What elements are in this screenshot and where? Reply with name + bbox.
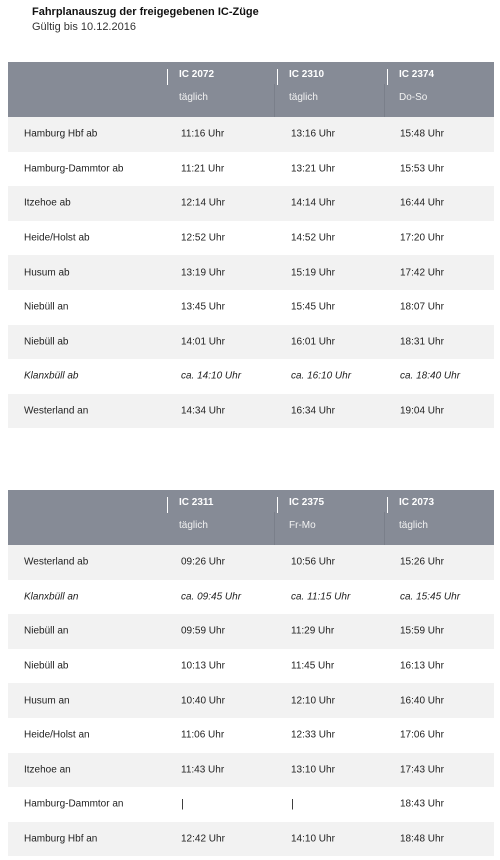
train-days: täglich (179, 92, 208, 103)
time-cell: 18:48 Uhr (400, 833, 444, 845)
train-number: IC 2374 (399, 69, 435, 80)
time-cell: 11:29 Uhr (291, 625, 335, 637)
time-cell: 16:40 Uhr (400, 695, 444, 707)
station-cell: Klanxbüll an (24, 591, 79, 603)
table-row (8, 152, 494, 187)
table-row (8, 822, 494, 857)
time-cell: 15:48 Uhr (400, 128, 444, 140)
time-cell: 11:16 Uhr (181, 128, 225, 140)
train-column-1 (165, 494, 275, 545)
time-cell: 13:21 Uhr (291, 163, 335, 175)
train-column-3 (385, 494, 494, 545)
time-cell: 10:40 Uhr (181, 695, 225, 707)
table-row (8, 221, 494, 256)
time-cell: 14:01 Uhr (181, 336, 225, 348)
time-cell: ca. 09:45 Uhr (181, 591, 242, 603)
time-cell: 12:14 Uhr (181, 197, 225, 209)
time-cell: 18:43 Uhr (400, 798, 444, 810)
train-days: Fr-Mo (289, 520, 316, 531)
station-cell: Westerland an (24, 405, 89, 417)
train-number: IC 2375 (289, 497, 325, 508)
time-cell: 16:34 Uhr (291, 405, 335, 417)
time-cell: 10:13 Uhr (181, 660, 225, 672)
time-cell: 14:14 Uhr (291, 197, 335, 209)
station-cell: Hamburg Hbf ab (24, 128, 98, 140)
train-column-2 (275, 494, 385, 545)
station-cell: Niebüll ab (24, 660, 69, 672)
train-column-2 (275, 66, 385, 117)
train-number: IC 2073 (399, 497, 435, 508)
time-cell: ca. 16:10 Uhr (291, 370, 352, 382)
timetable-northbound (8, 490, 494, 856)
station-cell: Heide/Holst an (24, 729, 90, 741)
train-number: IC 2310 (289, 69, 325, 80)
time-cell: 19:04 Uhr (400, 405, 444, 417)
table-row (8, 787, 494, 822)
station-cell: Klanxbüll ab (24, 370, 79, 382)
time-cell: 11:45 Uhr (291, 660, 335, 672)
station-cell: Niebüll ab (24, 336, 69, 348)
time-cell: 18:07 Uhr (400, 301, 444, 313)
time-cell: 09:26 Uhr (181, 556, 225, 568)
time-cell: 16:44 Uhr (400, 197, 444, 209)
time-cell: 15:53 Uhr (400, 163, 444, 175)
time-cell: 14:10 Uhr (291, 833, 335, 845)
table-header (8, 62, 494, 117)
time-cell: 13:16 Uhr (291, 128, 335, 140)
table-row (8, 359, 494, 394)
train-number: IC 2072 (179, 69, 215, 80)
time-cell: ca. 11:15 Uhr (291, 591, 351, 603)
table-body (8, 117, 494, 428)
time-cell: 17:06 Uhr (400, 729, 444, 741)
time-cell: 16:13 Uhr (400, 660, 444, 672)
time-cell: 12:33 Uhr (291, 729, 335, 741)
page-header (32, 5, 259, 34)
table-body (8, 545, 494, 856)
table-row (8, 325, 494, 360)
train-days: täglich (399, 520, 428, 531)
table-row (8, 753, 494, 788)
time-cell: 09:59 Uhr (181, 625, 225, 637)
station-cell: Husum an (24, 695, 70, 707)
timetable-southbound (8, 62, 494, 428)
table-row (8, 117, 494, 152)
train-days: täglich (179, 520, 208, 531)
time-cell: 12:10 Uhr (291, 695, 335, 707)
station-cell: Hamburg Hbf an (24, 833, 98, 845)
page-title: Fahrplanauszug der freigegebenen IC-Züge (32, 6, 259, 18)
time-cell: 16:01 Uhr (291, 336, 335, 348)
validity-note: Gültig bis 10.12.2016 (32, 21, 136, 33)
time-cell: 12:42 Uhr (181, 833, 225, 845)
station-cell: Heide/Holst ab (24, 232, 90, 244)
time-cell: 17:43 Uhr (400, 764, 444, 776)
table-row (8, 580, 494, 615)
table-header (8, 490, 494, 545)
train-column-1 (165, 66, 275, 117)
time-cell: 14:52 Uhr (291, 232, 335, 244)
station-cell: Westerland ab (24, 556, 89, 568)
train-days: täglich (289, 92, 318, 103)
time-cell: 12:52 Uhr (181, 232, 225, 244)
time-cell: 17:42 Uhr (400, 267, 444, 279)
train-days: Do-So (399, 92, 428, 103)
time-cell: 11:06 Uhr (181, 729, 225, 741)
station-cell: Husum ab (24, 267, 70, 279)
table-row (8, 649, 494, 684)
table-row (8, 614, 494, 649)
time-cell: ca. 14:10 Uhr (181, 370, 242, 382)
time-cell: 11:21 Uhr (181, 163, 225, 175)
time-cell: 15:26 Uhr (400, 556, 444, 568)
time-cell: 14:34 Uhr (181, 405, 225, 417)
table-row (8, 718, 494, 753)
time-cell: 17:20 Uhr (400, 232, 444, 244)
time-cell: | (291, 798, 294, 811)
time-cell: | (181, 798, 184, 811)
station-cell: Itzehoe an (24, 764, 71, 776)
table-row (8, 545, 494, 580)
table-row (8, 255, 494, 290)
train-number: IC 2311 (179, 497, 214, 508)
time-cell: 13:10 Uhr (291, 764, 335, 776)
time-cell: ca. 18:40 Uhr (400, 370, 461, 382)
time-cell: ca. 15:45 Uhr (400, 591, 461, 603)
time-cell: 18:31 Uhr (400, 336, 444, 348)
table-row (8, 290, 494, 325)
station-cell: Niebüll an (24, 301, 69, 313)
table-row (8, 186, 494, 221)
table-row (8, 394, 494, 429)
time-cell: 15:59 Uhr (400, 625, 444, 637)
time-cell: 13:19 Uhr (181, 267, 225, 279)
station-cell: Niebüll an (24, 625, 69, 637)
time-cell: 15:19 Uhr (291, 267, 335, 279)
station-cell: Itzehoe ab (24, 197, 71, 209)
time-cell: 13:45 Uhr (181, 301, 225, 313)
train-column-3 (385, 66, 494, 117)
table-row (8, 683, 494, 718)
station-cell: Hamburg-Dammtor an (24, 798, 124, 810)
time-cell: 11:43 Uhr (181, 764, 225, 776)
station-cell: Hamburg-Dammtor ab (24, 163, 124, 175)
time-cell: 10:56 Uhr (291, 556, 335, 568)
time-cell: 15:45 Uhr (291, 301, 335, 313)
